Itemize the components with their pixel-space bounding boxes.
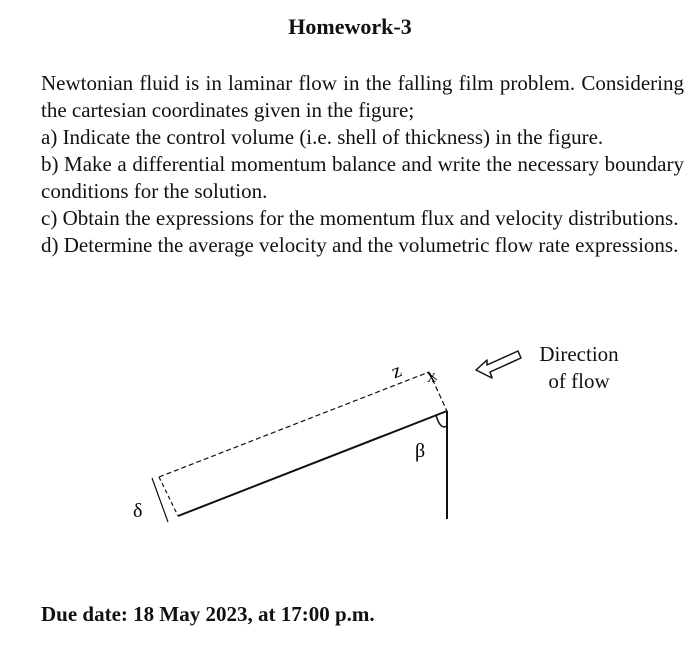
label-x: x xyxy=(427,366,436,386)
label-z: z xyxy=(388,359,405,384)
due-date: Due date: 18 May 2023, at 17:00 p.m. xyxy=(41,602,375,626)
intro-paragraph: Newtonian fluid is in laminar flow in the falling film problem. Considering the cartesian coordinates given in the figure; xyxy=(41,71,684,122)
inclined-plate xyxy=(178,411,447,516)
flow-direction-arrow-icon xyxy=(476,351,521,378)
flow-direction-line-1: Direction xyxy=(539,342,619,366)
label-delta: δ xyxy=(133,500,143,522)
flow-direction-line-2: of flow xyxy=(548,369,610,393)
question-c: c) Obtain the expressions for the momentum flux and velocity distributions. xyxy=(41,206,679,230)
page-title: Homework-3 xyxy=(288,14,412,39)
beta-arc xyxy=(436,415,447,427)
question-d: d) Determine the average velocity and the volumetric flow rate expressions. xyxy=(41,233,679,257)
label-beta: β xyxy=(415,440,426,462)
question-b: b) Make a differential momentum balance and write the necessary boundary conditions for the solution. xyxy=(41,152,684,203)
film-left-edge xyxy=(159,477,178,516)
flow-direction-label xyxy=(530,341,628,395)
film-surface-dashed xyxy=(159,372,429,477)
question-a: a) Indicate the control volume (i.e. shell of thickness) in the figure. xyxy=(41,125,604,149)
delta-bar xyxy=(152,478,168,522)
